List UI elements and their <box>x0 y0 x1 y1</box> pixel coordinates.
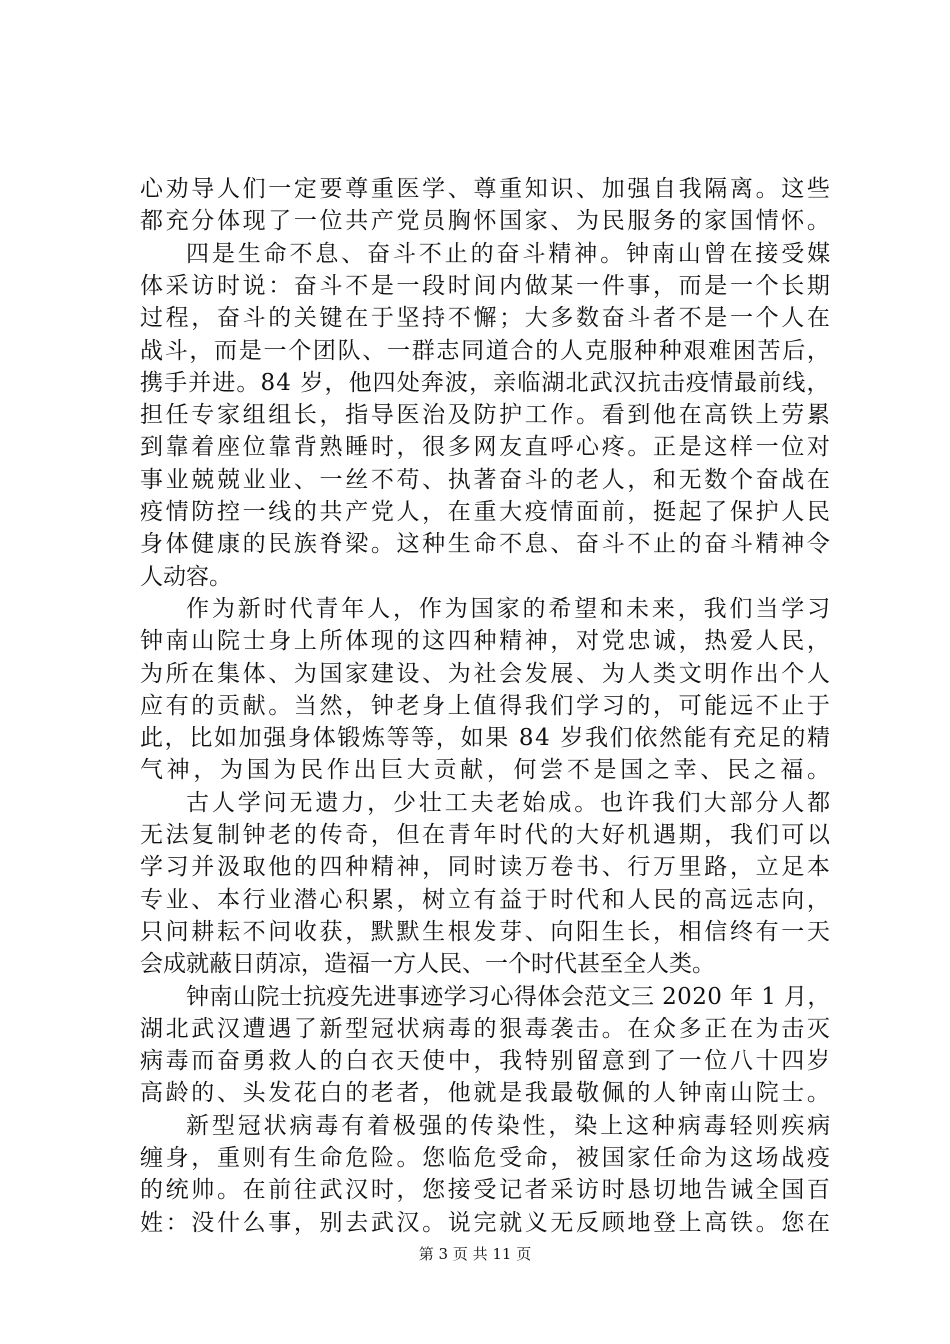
text-line: 病毒而奋勇救人的白衣天使中，我特别留意到了一位八十四岁 <box>140 1048 833 1075</box>
text-line: 会成就蔽日荫凉，造福一方人民、一个时代甚至全人类。 <box>140 951 715 978</box>
text-line: 携手并进。84 岁，他四处奔波，亲临湖北武汉抗击疫情最前线， <box>140 369 831 396</box>
text-line: 都充分体现了一位共产党员胸怀国家、为民服务的家国情怀。 <box>140 208 833 235</box>
text-line: 体采访时说：奋斗不是一段时间内做某一件事，而是一个长期 <box>140 272 833 299</box>
text-line: 钟南山院士身上所体现的这四种精神，对党忠诚，热爱人民， <box>140 628 833 655</box>
page-footer: 第 3 页 共 11 页 <box>418 1245 532 1263</box>
text-line: 专业、本行业潜心积累，树立有益于时代和人民的高远志向， <box>140 886 833 913</box>
text-line: 战斗，而是一个团队、一群志同道合的人克服种种艰难困苦后， <box>140 337 832 364</box>
text-line: 的统帅。在前往武汉时，您接受记者采访时恳切地告诫全国百 <box>140 1177 833 1204</box>
text-line: 担任专家组组长，指导医治及防护工作。看到他在高铁上劳累 <box>140 402 833 429</box>
text-line: 缠身，重则有生命危险。您临危受命，被国家任命为这场战疫 <box>140 1145 833 1171</box>
text-line: 古人学问无遗力，少壮工夫老始成。也许我们大部分人都 <box>186 789 833 816</box>
text-line: 过程，奋斗的关键在于坚持不懈；大多数奋斗者不是一个人在 <box>140 305 833 332</box>
text-line: 气神，为国为民作出巨大贡献，何尝不是国之幸、民之福。 <box>140 757 834 784</box>
text-line: 湖北武汉遭遇了新型冠状病毒的狠毒袭击。在众多正在为击灭 <box>140 1015 833 1042</box>
text-line: 学习并汲取他的四种精神，同时读万卷书、行万里路，立足本 <box>140 854 833 881</box>
text-line: 人动容。 <box>140 563 232 590</box>
text-line: 高龄的、头发花白的老者，他就是我最敬佩的人钟南山院士。 <box>140 1080 833 1107</box>
text-line: 应有的贡献。当然，钟老身上值得我们学习的，可能远不止于 <box>140 692 833 719</box>
text-line: 到靠着座位靠背熟睡时，很多网友直呼心疼。正是这样一位对 <box>140 434 833 461</box>
text-line: 心劝导人们一定要尊重医学、尊重知识、加强自我隔离。这些 <box>140 176 833 202</box>
text-line: 疫情防控一线的共产党人，在重大疫情面前，挺起了保护人民 <box>140 499 833 525</box>
text-line: 姓：没什么事，别去武汉。说完就义无反顾地登上高铁。您在 <box>140 1209 833 1236</box>
text-line: 四是生命不息、奋斗不止的奋斗精神。钟南山曾在接受媒 <box>186 240 833 267</box>
text-line: 此，比如加强身体锻炼等等，如果 84 岁我们依然能有充足的精 <box>140 725 832 752</box>
text-line: 钟南山院士抗疫先进事迹学习心得体会范文三 2020 年 1 月， <box>186 983 831 1010</box>
text-line: 只问耕耘不问收获，默默生根发芽、向阳生长，相信终有一天 <box>140 918 833 945</box>
text-line: 事业兢兢业业、一丝不苟、执著奋斗的老人，和无数个奋战在 <box>140 466 833 493</box>
text-line: 新型冠状病毒有着极强的传染性，染上这种病毒轻则疾病 <box>186 1112 833 1139</box>
text-line: 作为新时代青年人，作为国家的希望和未来，我们当学习 <box>186 595 833 622</box>
text-line: 无法复制钟老的传奇，但在青年时代的大好机遇期，我们可以 <box>140 822 833 848</box>
text-line: 为所在集体、为国家建设、为社会发展、为人类文明作出个人 <box>140 660 833 687</box>
text-line: 身体健康的民族脊梁。这种生命不息、奋斗不止的奋斗精神令 <box>140 531 833 558</box>
